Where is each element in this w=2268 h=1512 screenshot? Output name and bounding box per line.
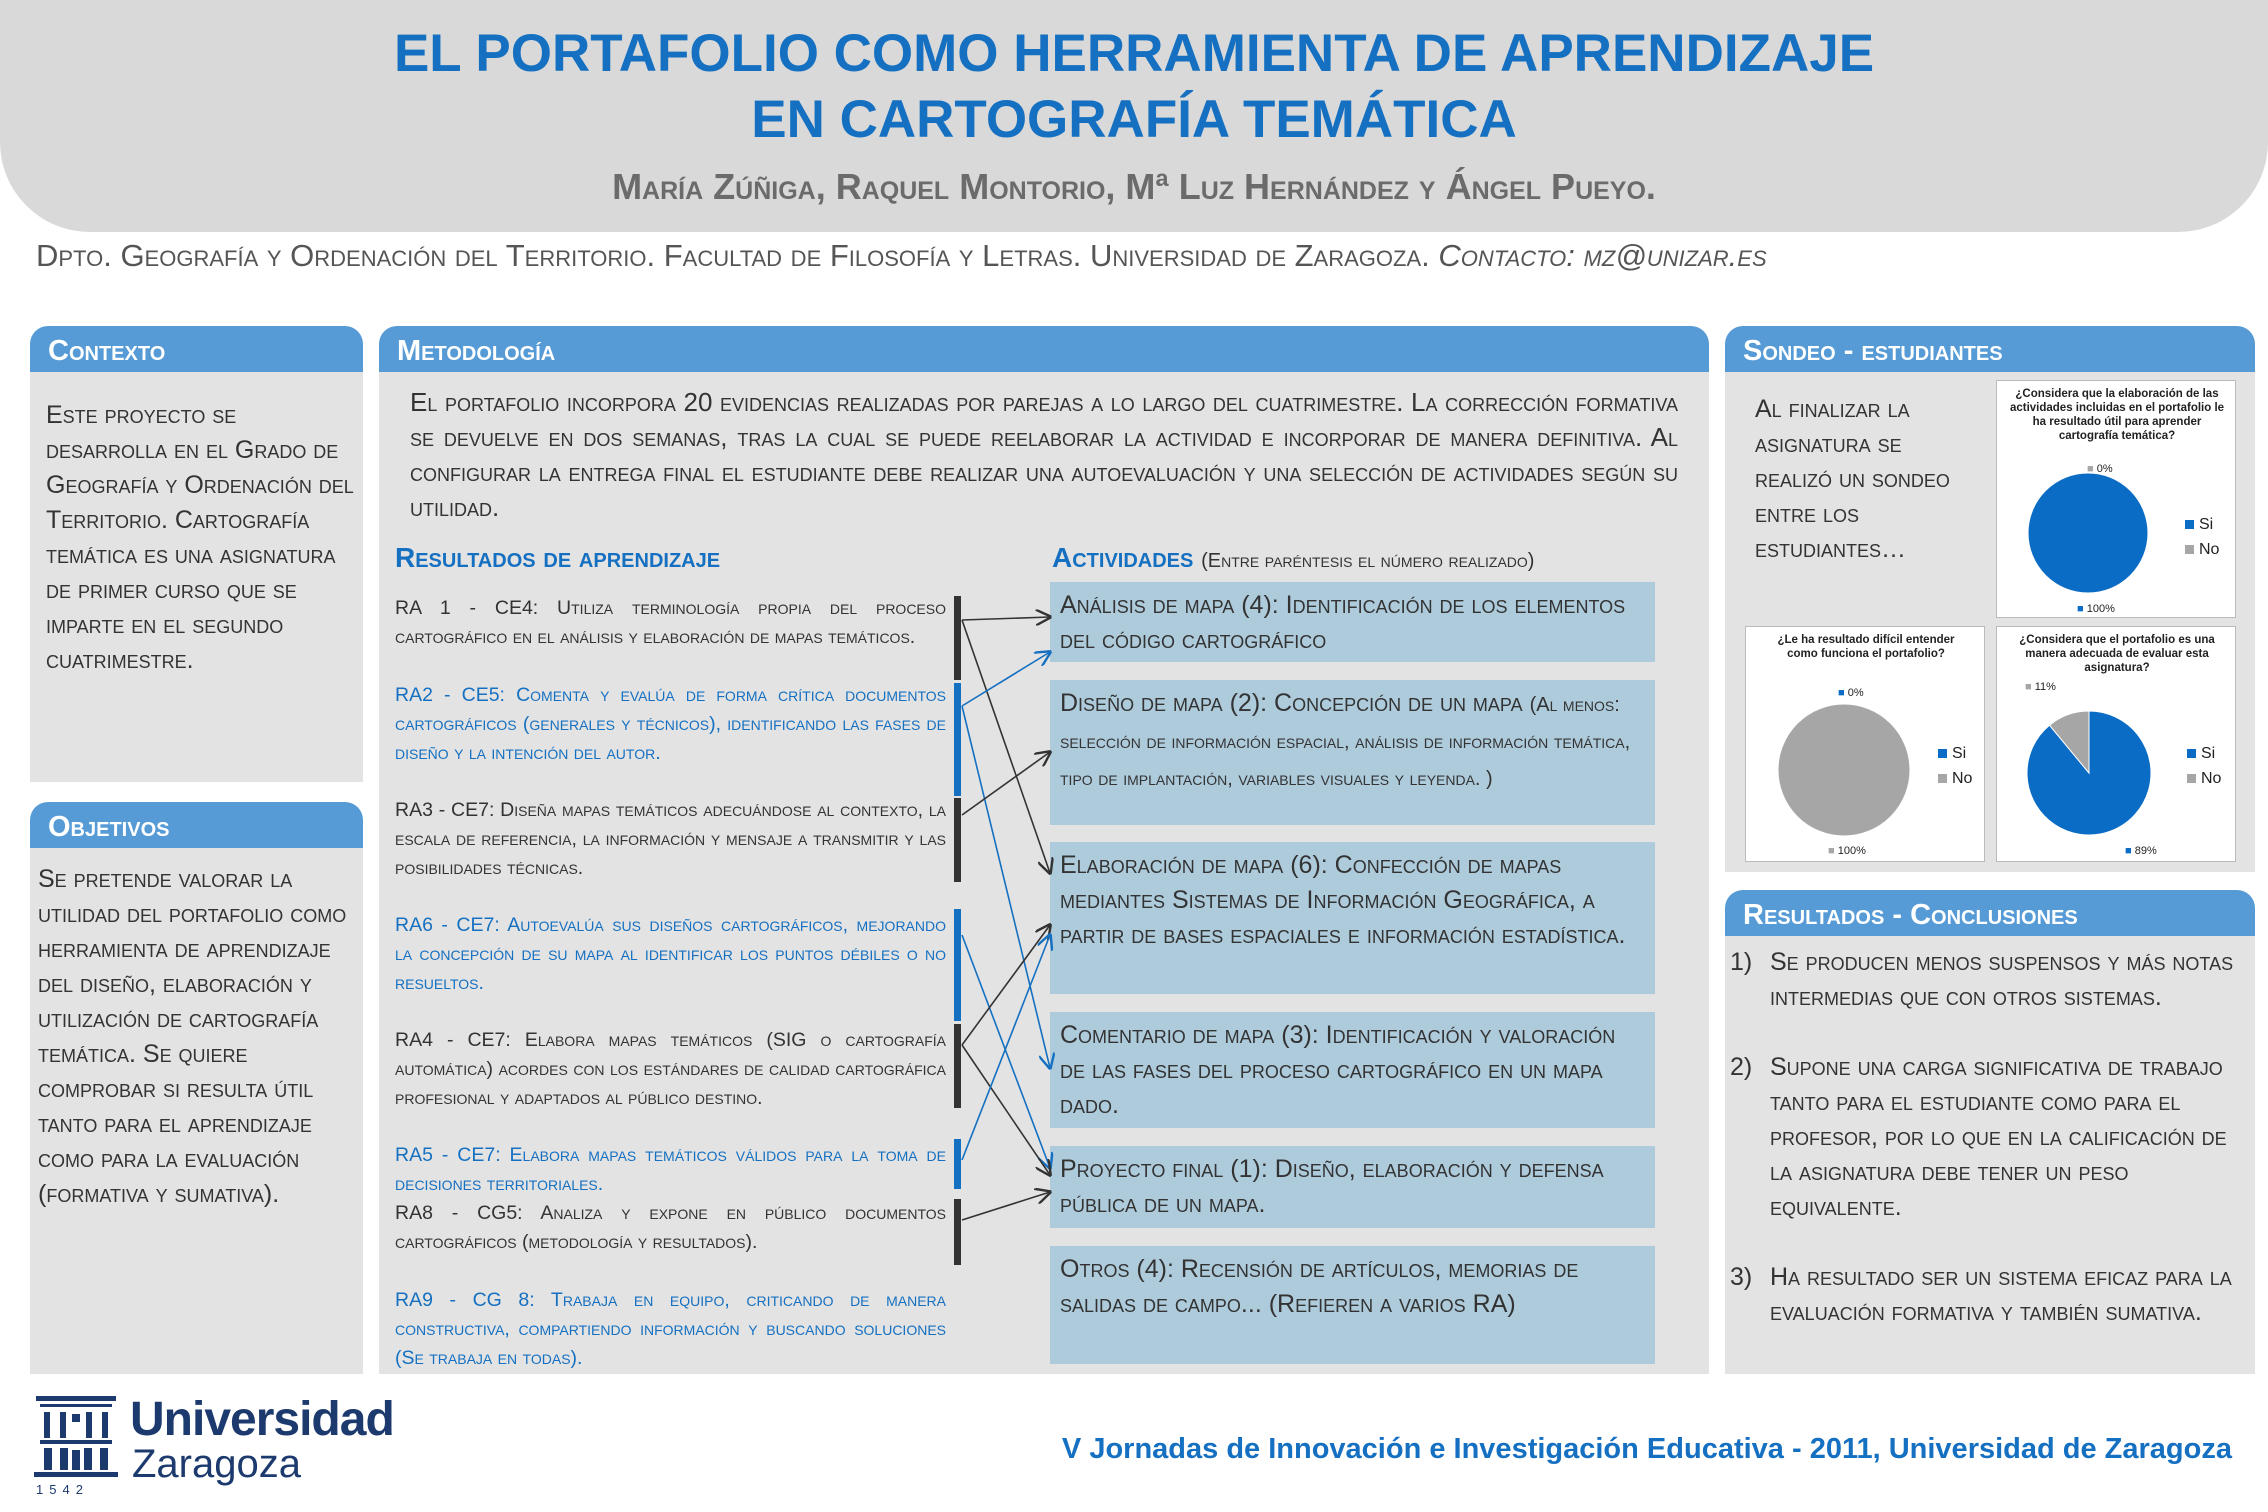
actividad-diseno-detail: (Al menos: selección de información espacial, análisis de información temática, tipo de implantación, variables visuales y leyenda. ) <box>1060 694 1631 790</box>
authors: María Zúñiga, Raquel Montorio, Mª Luz Hernández y Ángel Pueyo. <box>612 166 1656 207</box>
logo-year: 1542 <box>36 1482 89 1497</box>
chart-evaluacion-legend-no: No <box>2187 770 2221 788</box>
chart-utilidad <box>1996 380 2236 618</box>
poster-title-line2: EN CARTOGRAFÍA TEMÁTICA <box>751 90 1517 149</box>
actividad-analisis: Análisis de mapa (4): Identificación de los elementos del código cartográfico <box>1050 582 1655 662</box>
poster-title-line1: EL PORTAFOLIO COMO HERRAMIENTA DE APRENDIZAJE <box>393 24 1875 83</box>
actividades-note: (Entre paréntesis el número realizado) <box>1201 550 1535 572</box>
conclusion-num-3: 3) <box>1730 1263 1753 1291</box>
resultados-aprendizaje-heading: Resultados de aprendizaje <box>395 542 721 573</box>
chart-evaluacion-title: ¿Considera que el portafolio es una manera adecuada de evaluar esta asignatura? <box>2019 634 2215 674</box>
conclusiones-heading: Resultados - Conclusiones <box>1725 890 2255 936</box>
sondeo-text: Al finalizar la asignatura se realizó un sondeo entre los estudiantes… <box>1755 395 1950 563</box>
chart-dificultad-si-label: ■ 0% <box>1838 687 1864 699</box>
chart-evaluacion <box>1996 626 2236 862</box>
affiliation-text: Dpto. Geografía y Ordenación del Territorio. Facultad de Filosofía y Letras. Universidad de Zaragoza. <box>36 238 1430 273</box>
ra-item-2: RA2 - CE5: Comenta y evalúa de forma crítica documentos cartográficos (generales y técnicos), identificando las fases de diseño y la intención del autor. <box>395 684 946 764</box>
arrow-ra8-proyecto <box>962 1192 1050 1220</box>
sondeo-heading: Sondeo - estudiantes <box>1725 326 2255 372</box>
chart-utilidad-no-label: ■ 0% <box>2087 463 2113 475</box>
logo-zaragoza: Zaragoza <box>132 1442 301 1486</box>
event-footer: V Jornadas de Innovación e Investigación Educativa - 2011, Universidad de Zaragoza <box>1061 1433 2232 1465</box>
actividad-elaboracion: Elaboración de mapa (6): Confección de mapas mediantes Sistemas de Información Geográfica, a partir de bases espaciales e información estadística. <box>1050 842 1655 994</box>
chart-dificultad-legend-si: Si <box>1938 745 1966 763</box>
metodologia-heading: Metodología <box>379 326 1709 372</box>
actividad-comentario: Comentario de mapa (3): Identificación y valoración de las fases del proceso cartográfico en un mapa dado. <box>1050 1012 1655 1128</box>
building-logo-icon <box>30 1392 122 1480</box>
ra-item-4: RA6 - CE7: Autoevalúa sus diseños cartográficos, mejorando la concepción de su mapa al identificar los puntos débiles o no resueltos. <box>395 914 946 994</box>
conclusion-num-2: 2) <box>1730 1053 1753 1081</box>
chart-dificultad-title: ¿Le ha resultado difícil entender como funciona el portafolio? <box>1777 634 1955 660</box>
chart-evaluacion-no-label: ■ 11% <box>2025 681 2056 693</box>
contact-label: Contacto: <box>1438 238 1575 273</box>
arrow-ra1-analisis <box>962 617 1050 620</box>
chart-utilidad-pie <box>1997 381 2237 619</box>
pie-slice-si <box>2028 473 2148 593</box>
actividad-otros: Otros (4): Recensión de artículos, memorias de salidas de campo... (Refieren a varios RA) <box>1050 1246 1655 1364</box>
ra-item-7: RA8 - CG5: Analiza y expone en público documentos cartográficos (metodología y resultados). <box>395 1202 946 1253</box>
ra-item-3: RA3 - CE7: Diseña mapas temáticos adecuándose al contexto, la escala de referencia, la información y mensaje a transmitir y las posibilidades técnicas. <box>395 799 946 879</box>
actividad-diseno-text: Diseño de mapa (2): Concepción de un mapa <box>1060 689 1523 717</box>
chart-utilidad-title: ¿Considera que la elaboración de las actividades incluidas en el portafolio le ha resultado útil para aprender cartografía temática? <box>2009 388 2225 442</box>
chart-utilidad-legend-si: Si <box>2185 516 2213 534</box>
chart-dificultad-no-label: ■ 100% <box>1828 845 1866 857</box>
conclusiones-list <box>1730 945 2240 1365</box>
objetivos-text: Se pretende valorar la utilidad del portafolio como herramienta de aprendizaje del diseño, elaboración y utilización de cartografía temática. Se quiere comprobar si resulta útil tanto para el aprendizaje como para la evaluación (formativa y sumativa). <box>38 865 347 1208</box>
ra-item-6: RA5 - CE7: Elabora mapas temáticos válidos para la toma de decisiones territoriales. <box>395 1144 946 1195</box>
chart-evaluacion-si-label: ■ 89% <box>2125 845 2157 857</box>
chart-utilidad-legend-no: No <box>2185 541 2219 559</box>
actividades-title: Actividades <box>1052 542 1194 573</box>
universidad-zaragoza-logo <box>30 1392 400 1502</box>
objetivos-heading: Objetivos <box>30 802 363 848</box>
chart-dificultad <box>1745 626 1985 862</box>
conclusion-text-2: Supone una carga significativa de trabajo tanto para el estudiante como para el profesor, por lo que en la calificación de la asignatura debe tener un peso equivalente. <box>1770 1053 2227 1221</box>
conclusion-text-1: Se producen menos suspensos y más notas intermedias que con otros sistemas. <box>1770 948 2234 1011</box>
arrow-ra4-elaboracion <box>962 925 1050 1045</box>
logo-universidad: Universidad <box>130 1393 394 1446</box>
contexto-text: Este proyecto se desarrolla en el Grado de Geografía y Ordenación del Territorio. Cartografía temática es una asignatura de primer curso que se imparte en el segundo cuatrimestre. <box>46 401 354 674</box>
ra-item-5: RA4 - CE7: Elabora mapas temáticos (SIG o cartografía automática) acordes con los estándares de calidad cartográfica profesional y adaptados al público destino. <box>395 1029 946 1109</box>
metodologia-intro: El portafolio incorpora 20 evidencias realizadas por parejas a lo largo del cuatrimestre. La corrección formativa se devuelve en dos semanas, tras la cual se puede reelaborar la actividad e incorporar de manera definitiva. Al configurar la entrega final el estudiante debe realizar una autoevaluación y una selección de actividades según su utilidad. <box>410 387 1678 522</box>
conclusion-text-3: Ha resultado ser un sistema eficaz para la evaluación formativa y también sumativa. <box>1770 1263 2232 1326</box>
chart-dificultad-legend-no: No <box>1938 770 1972 788</box>
contexto-heading: Contexto <box>30 326 363 372</box>
conclusion-num-1: 1) <box>1730 948 1753 976</box>
arrow-ra4-proyecto <box>962 1045 1050 1175</box>
arrow-ra2-comentario <box>962 706 1050 1068</box>
arrow-ra1-elaboracion <box>962 620 1050 873</box>
chart-evaluacion-legend-si: Si <box>2187 745 2215 763</box>
ra-item-8: RA9 - CG 8: Trabaja en equipo, criticando de manera constructiva, compartiendo información y buscando soluciones (Se trabaja en todas). <box>395 1289 946 1369</box>
chart-utilidad-si-label: ■ 100% <box>2077 603 2115 615</box>
contact-email[interactable]: mz@unizar.es <box>1583 238 1767 273</box>
actividad-proyecto-final: Proyecto final (1): Diseño, elaboración y defensa pública de un mapa. <box>1050 1146 1655 1228</box>
ra-item-1: RA 1 - CE4: Utiliza terminología propia del proceso cartográfico en el análisis y elaboración de mapas temáticos. <box>395 597 946 648</box>
pie-slice-no <box>1778 704 1910 836</box>
